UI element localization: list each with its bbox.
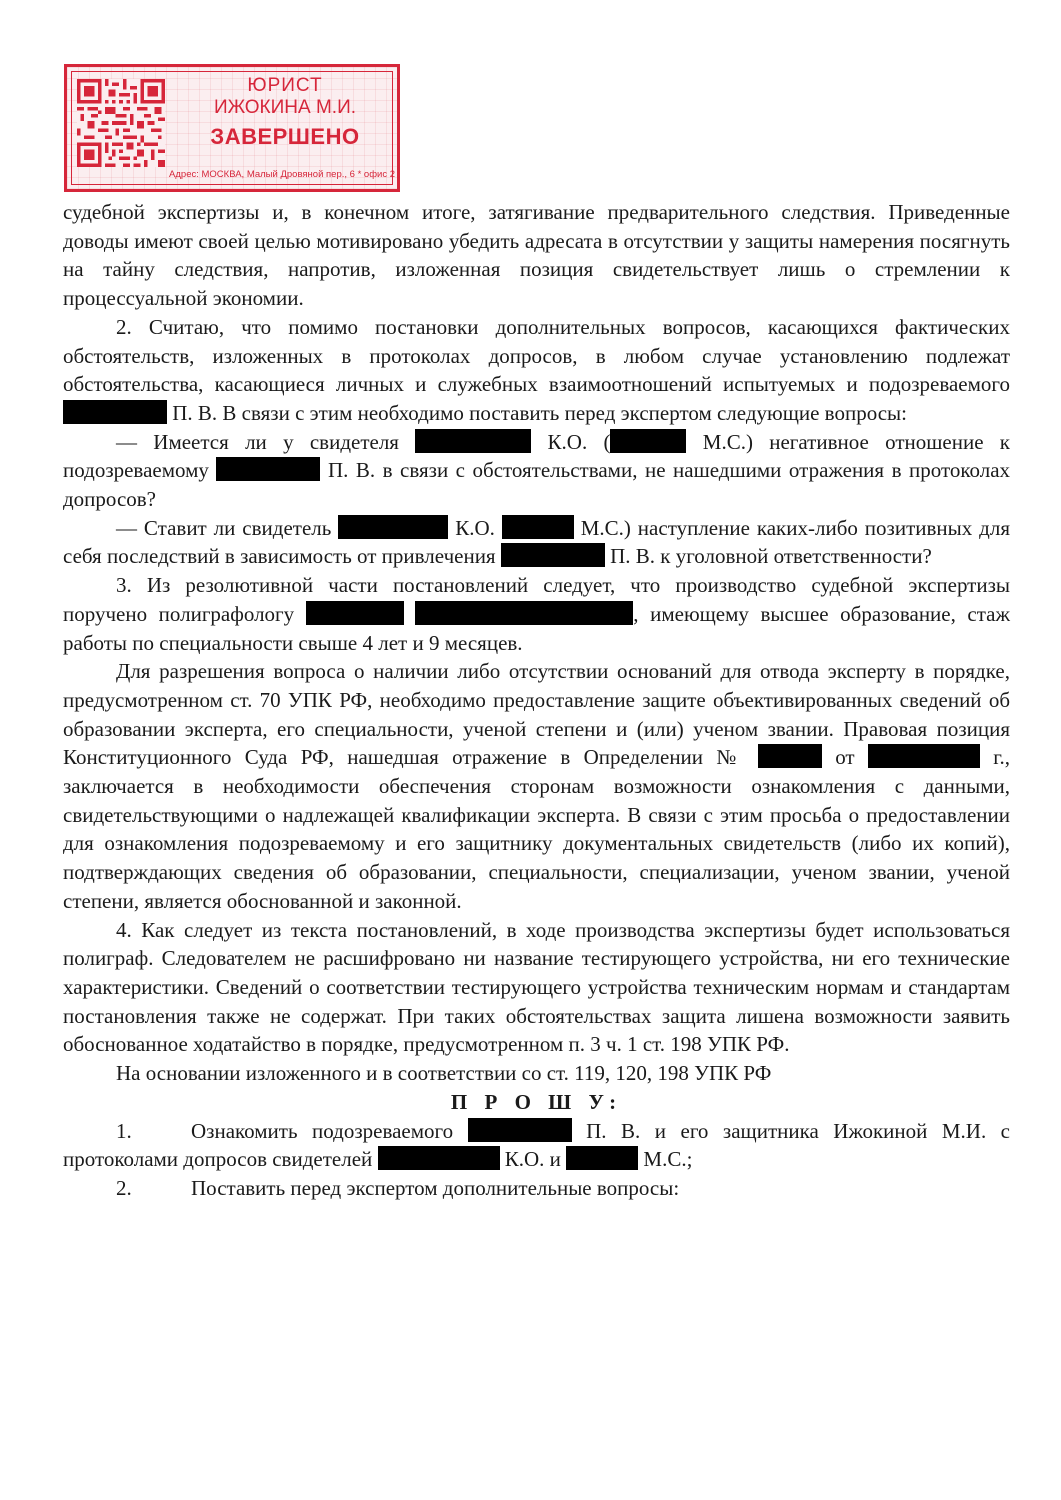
redaction-block bbox=[502, 515, 574, 539]
paragraph-4: Для разрешения вопроса о наличии либо отсутствии оснований для отвода эксперту в порядке, предусмотренном ст. 70 УПК РФ, необходимо предоставление защите объективированных сведений об образовании эксперта, его специальности, ученой степени и (или) ученом звании. Правовая позиция Конституционного Суда РФ, нашедшая отражение в Определении № от г., заключается в необходимости обеспечения сторонам возможности ознакомления с данными, свидетельствующими о надлежащей квалификации эксперта. В связи с этим просьба о предоставлении для ознакомления подозреваемому и его защитнику документальных свидетельств (либо их копий), подтверждающих сведения об образовании, специальности, специализации, ученом звании, ученой степени, является обоснованной и законной. bbox=[63, 659, 1011, 913]
stamp-address: Адрес: МОСКВА, Малый Дровяной пер., 6 * офис 2 bbox=[169, 169, 395, 180]
redaction-block bbox=[501, 543, 605, 567]
redaction-block bbox=[468, 1118, 572, 1142]
paragraph-1: судебной экспертизы и, в конечном итоге, затягивание предварительного следствия. Приведенные доводы имеют своей целью мотивировано убедить адресата в отсутствии у защиты намерения посягнуть на тайну следствия, напротив, изложенная позиция свидетельствует лишь о стремлении к процессуальной экономии. bbox=[63, 200, 1010, 311]
request-item-1: 1. Ознакомить подозреваемого П. В. и его защитника Ижокиной М.И. с протоколами допросов свидетелей К.О. и М.С.; bbox=[63, 1118, 1011, 1172]
document-body bbox=[63, 198, 1010, 1203]
stamp-text bbox=[175, 73, 395, 151]
paragraph-3: 3. Из резолютивной части постановлений следует, что производство судебной экспертизы поручено полиграфологу , имеющему высшее образование, стаж работы по специальности свыше 4 лет и 9 месяцев. bbox=[63, 573, 1011, 655]
redaction-block bbox=[306, 601, 404, 625]
redaction-block bbox=[868, 744, 980, 768]
redaction-block bbox=[338, 515, 448, 539]
completion-stamp bbox=[64, 64, 400, 192]
stamp-line-2: ИЖОКИНА М.И. bbox=[214, 97, 356, 118]
redaction-block bbox=[63, 400, 167, 424]
redaction-block bbox=[216, 457, 320, 481]
item-number: 1. bbox=[116, 1118, 132, 1143]
question-2: — Ставит ли свидетель К.О. М.С.) наступление каких-либо позитивных для себя последствий в зависимость от привлечения П. В. к уголовной ответственности? bbox=[63, 515, 1011, 569]
paragraph-2: 2. Считаю, что помимо постановки дополнительных вопросов, касающихся фактических обстоятельств, изложенных в протоколах допросов, в любом случае установлению подлежат обстоятельства, касающиеся личных и служебных взаимоотношений испытуемых и подозреваемого П. В. В связи с этим необходимо поставить перед экспертом следующие вопросы: bbox=[63, 314, 1010, 425]
redaction-block bbox=[378, 1146, 500, 1170]
qr-code-icon bbox=[77, 79, 165, 167]
request-item-2: 2. Поставить перед экспертом дополнительные вопросы: bbox=[63, 1174, 1010, 1203]
item-number: 2. bbox=[116, 1175, 132, 1200]
stamp-line-1: ЮРИСТ bbox=[247, 75, 323, 96]
paragraph-5: 4. Как следует из текста постановлений, в ходе производства экспертизы будет использоваться полиграф. Следователем не расшифровано ни название тестирующего устройства, ни его технические характеристики. Сведений о соответствии тестирующего устройства техническим нормам и стандартам постановления также не содержат. При таких обстоятельствах защита лишена возможности заявить обоснованное ходатайство в порядке, предусмотренном п. 3 ч. 1 ст. 198 УПК РФ. bbox=[63, 917, 1010, 1057]
petition-title: П Р О Ш У: bbox=[450, 1089, 623, 1114]
redaction-block bbox=[610, 429, 686, 453]
redaction-block bbox=[415, 601, 633, 625]
stamp-status: ЗАВЕРШЕНО bbox=[210, 124, 360, 149]
redaction-block bbox=[566, 1146, 638, 1170]
redaction-block bbox=[758, 744, 822, 768]
redaction-block bbox=[415, 429, 531, 453]
paragraph-6: На основании изложенного и в соответствии со ст. 119, 120, 198 УПК РФ bbox=[116, 1061, 772, 1086]
question-1: — Имеется ли у свидетеля К.О. ( М.С.) негативное отношение к подозреваемому П. В. в связи с обстоятельствами, не нашедшими отражения в протоколах допросов? bbox=[63, 429, 1011, 512]
